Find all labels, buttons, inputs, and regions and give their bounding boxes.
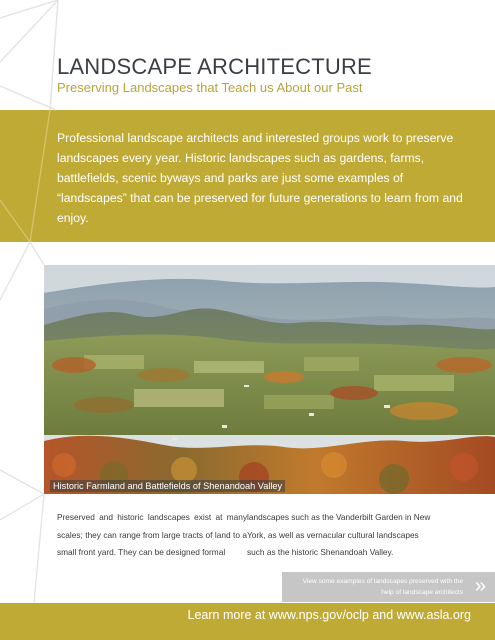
view-examples-link[interactable] xyxy=(282,572,495,602)
view-examples-text: View some examples of landscapes preserved with the help of landscape architects xyxy=(302,578,463,596)
body-text-left: Preserved and historic landscapes exist at many scales; they can range from large tracts of land to a small front yard. They can be designed formal xyxy=(57,512,247,557)
valley-illustration xyxy=(44,265,495,494)
header xyxy=(0,0,495,110)
body-text-right: landscapes such as the Vanderbilt Garden in New York, as well as vernacular cultural landscapes such as the historic Shenandoah Valley. xyxy=(247,512,431,557)
photo-caption: Historic Farmland and Battlefields of Shenandoah Valley xyxy=(50,480,285,492)
page-title: LANDSCAPE ARCHITECTURE xyxy=(57,54,372,79)
footer-band xyxy=(0,603,495,640)
footer-link-text[interactable]: Learn more at www.nps.gov/oclp and www.asla.org xyxy=(187,608,471,622)
landscape-photo xyxy=(44,265,495,494)
double-chevron-right-icon: » xyxy=(474,575,486,597)
page-subtitle: Preserving Landscapes that Teach us About our Past xyxy=(57,80,363,95)
intro-text: Professional landscape architects and interested groups work to preserve landscapes every year. Historic landscapes such as gardens, farms, battlefields, scenic byways and parks are just some examples of “landscapes” that can be preserved for future generations to learn from and enjoy. xyxy=(57,131,463,225)
